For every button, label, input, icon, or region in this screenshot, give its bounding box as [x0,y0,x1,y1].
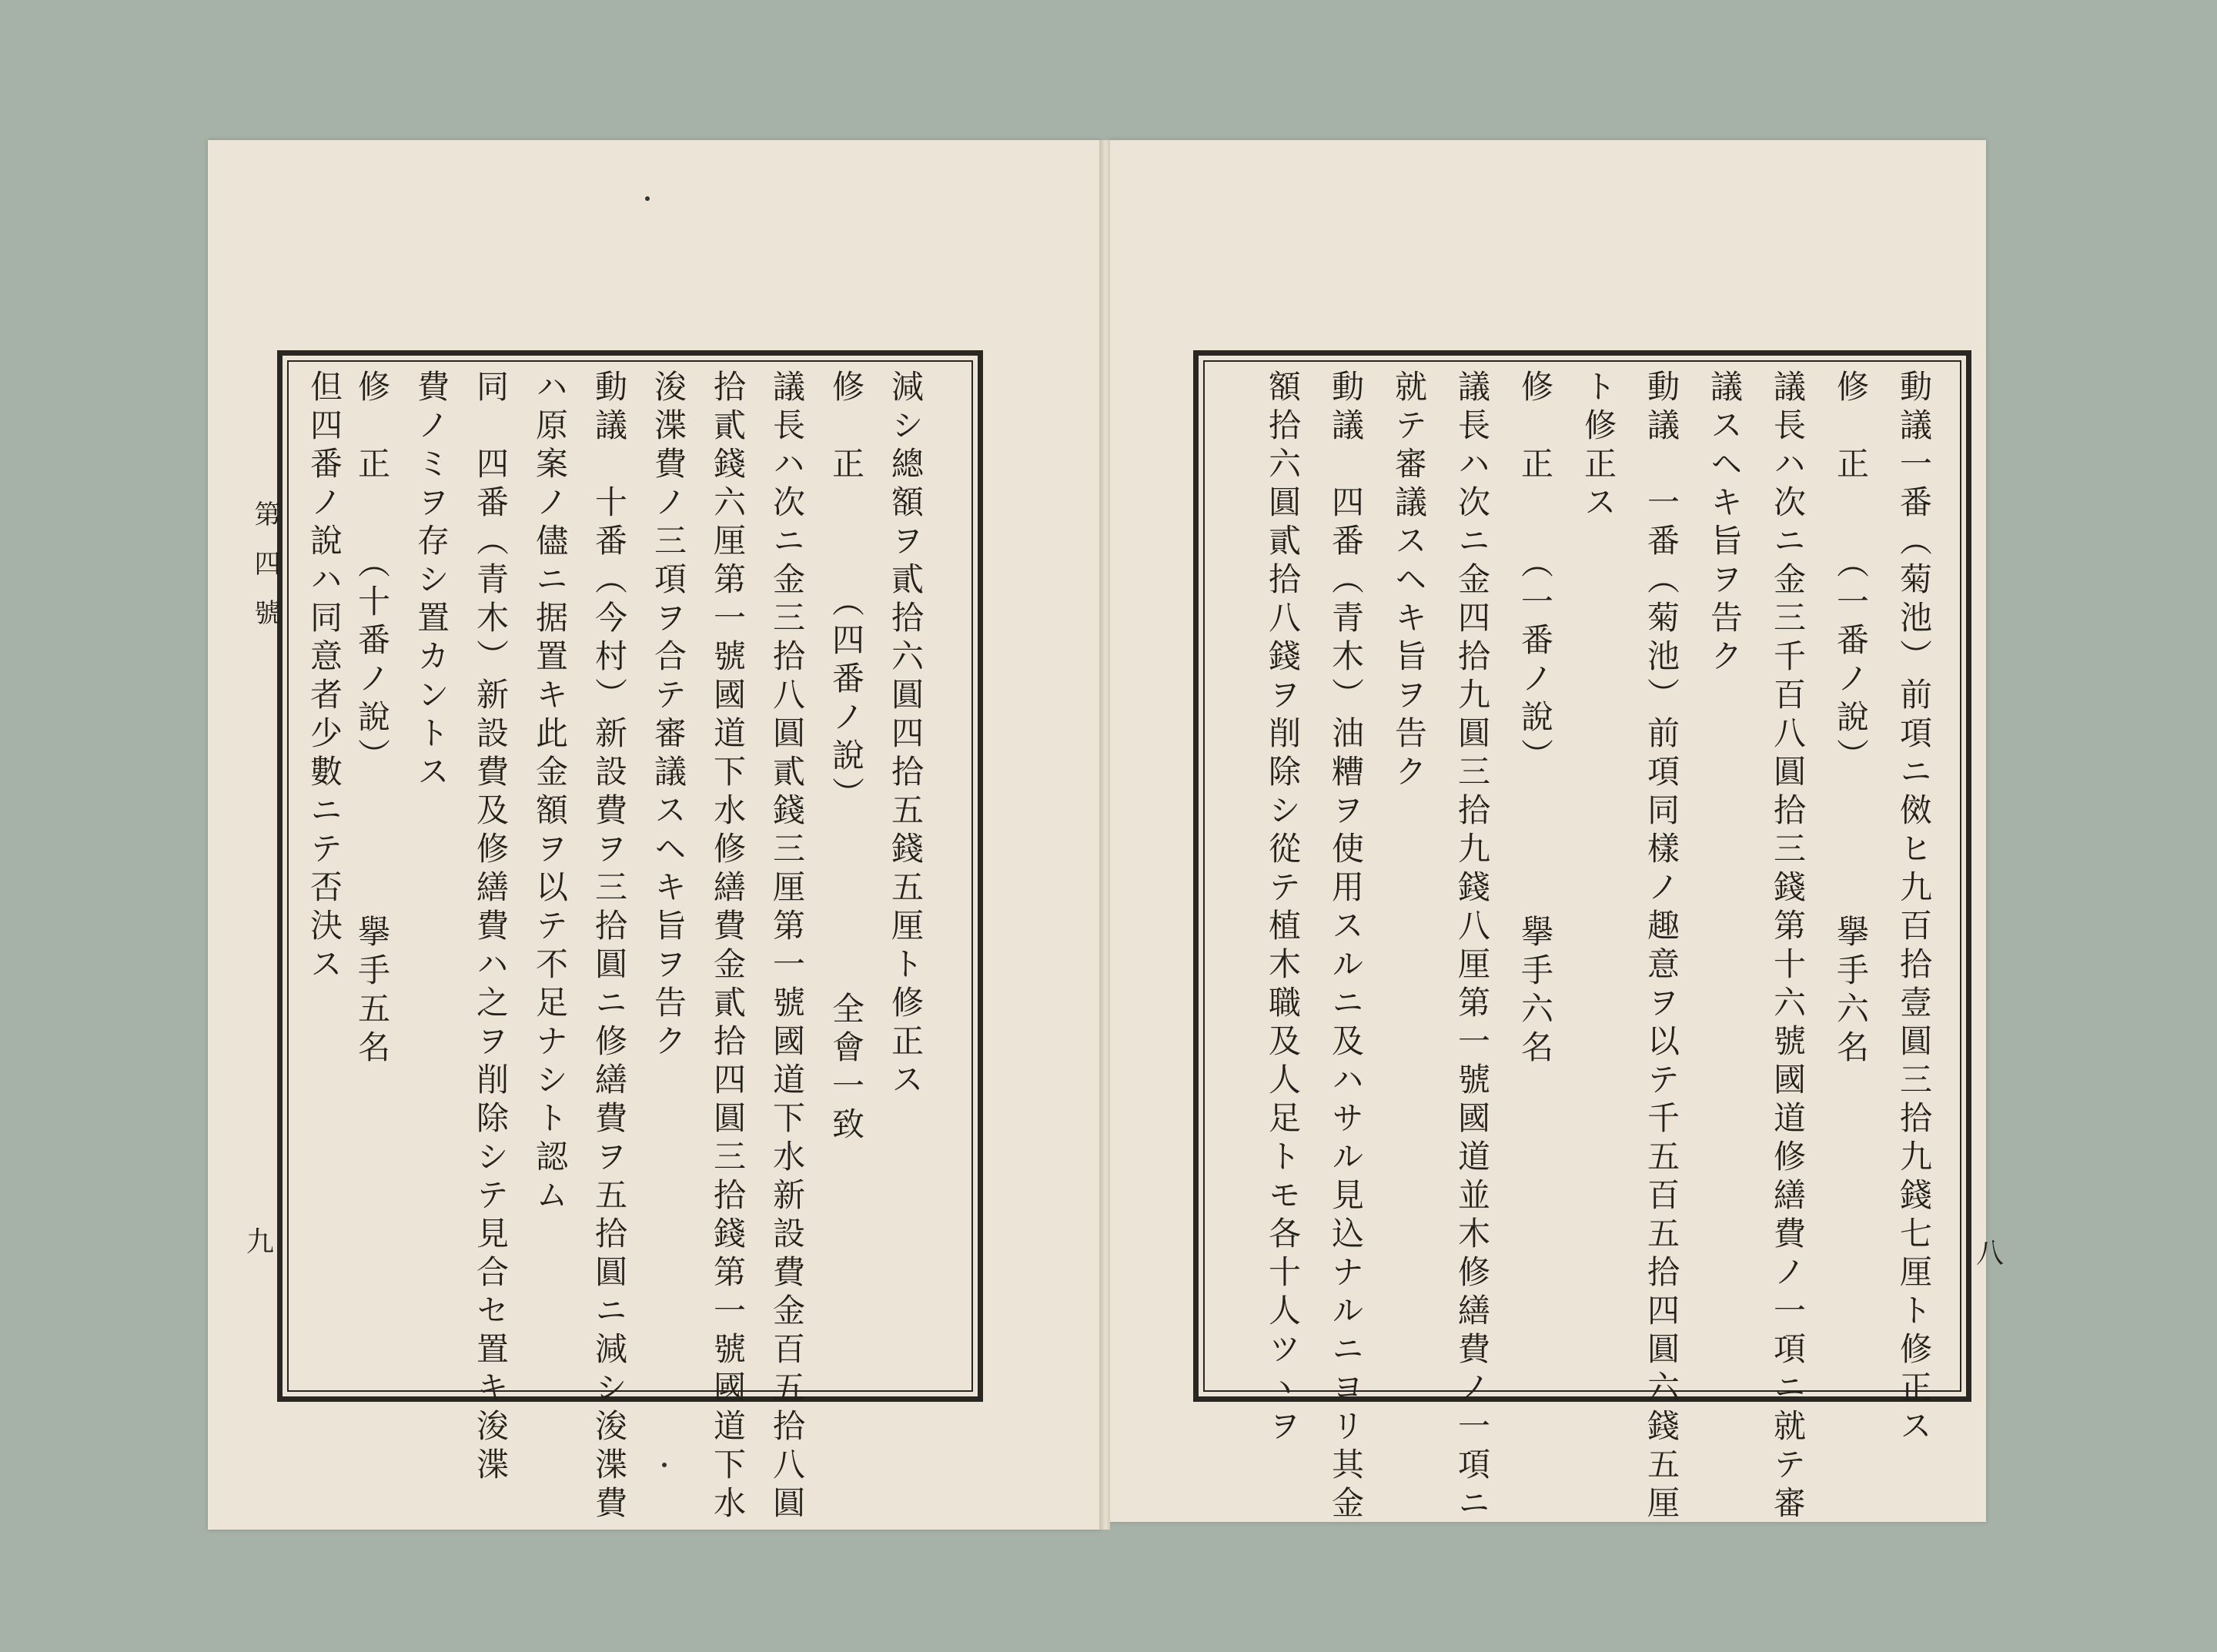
book-gutter [1099,140,1110,1530]
text-column: 就テ審議スヘキ旨ヲ告ク [1390,370,1428,793]
page-number-left: 九 [246,1226,275,1258]
text-column: 議長ハ次ニ金三千百八圓拾三錢第十六號國道修繕費ノ一項ニ就テ審 [1769,370,1807,1524]
text-column: 同 四番（青木）新設費及修繕費ハ之ヲ削除シテ見合セ置キ浚渫 [472,370,510,1486]
text-column: ト修正ス [1580,370,1617,523]
text-column: 修 正 （一番ノ說） 擧手六名 [1516,370,1554,1068]
text-column: 修 正 （一番ノ說） 擧手六名 [1832,370,1870,1068]
print-dot [645,196,650,201]
text-column: 修 正 （十番ノ說） 擧手五名 [353,370,391,1068]
page-number-right: 八 [1976,1238,2005,1269]
text-column: 動議 十番（今村）新設費ヲ三拾圓ニ修繕費ヲ五拾圓ニ減シ浚渫費 [590,370,628,1524]
text-column: 動議一番（菊池）前項ニ傚ヒ九百拾壹圓三拾九錢七厘ト修正ス [1895,370,1933,1447]
text-column: 修 正 （四番ノ說） 全會一致 [828,370,865,1145]
text-column: 動議 四番（青木）油糟ヲ使用スルニ及ハサル見込ナルニヨリ其金 [1327,370,1365,1524]
text-column: 動議 一番（菊池）前項同樣ノ趣意ヲ以テ千五百五拾四圓六錢五厘 [1643,370,1680,1524]
text-column: 但四番ノ說ハ同意者少數ニテ否決ス [306,370,343,985]
text-column: 浚渫費ノ三項ヲ合テ審議スヘキ旨ヲ告ク [650,370,687,1062]
text-column: 議長ハ次ニ金四拾九圓三拾九錢八厘第一號國道並木修繕費ノ一項ニ [1453,370,1491,1524]
print-dot [662,1463,667,1467]
text-column: 費ノミヲ存シ置カントス [413,370,450,793]
text-column: 拾貳錢六厘第一號國道下水修繕費金貳拾四圓三拾錢第一號國道下水 [709,370,747,1524]
text-column: 議スヘキ旨ヲ告ク [1706,370,1744,677]
text-column: 額拾六圓貳拾八錢ヲ削除シ從テ植木職及人足トモ各十人ツヽヲ [1264,370,1302,1447]
text-column: 減シ總額ヲ貳拾六圓四拾五錢五厘ト修正ス [887,370,925,1101]
issue-label: 第四號 [249,500,280,648]
text-column: ハ原案ノ儘ニ据置キ此金額ヲ以テ不足ナシト認ム [531,370,569,1216]
text-column: 議長ハ次ニ金三拾八圓貳錢三厘第一號國道下水新設費金百五拾八圓 [768,370,806,1524]
